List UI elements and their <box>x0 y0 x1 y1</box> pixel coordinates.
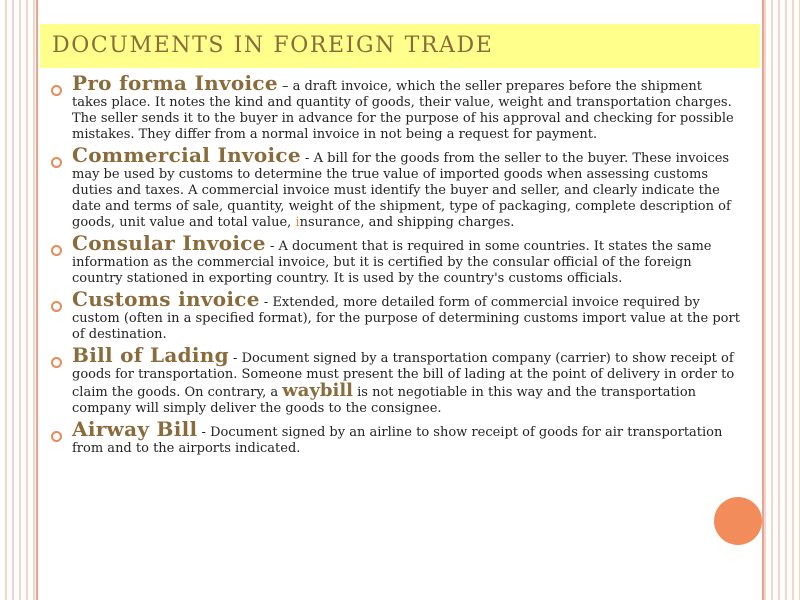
term-label: Customs invoice <box>72 287 260 311</box>
slide-title: DOCUMENTS IN FOREIGN TRADE <box>52 33 494 58</box>
title-bar <box>40 24 760 68</box>
term-label: Pro forma Invoice <box>72 71 278 95</box>
document-list <box>48 71 740 461</box>
item-paragraph <box>72 287 740 343</box>
bullet-circle-icon <box>51 157 62 168</box>
term-description: - A document that is required in some countries. It states the same information as the commercial invoice, but it is certified by the consular official of the foreign country stationed in exporting country. It is used by the country's customs officials. <box>72 239 712 286</box>
list-item-proforma-invoice <box>48 71 740 143</box>
item-paragraph <box>72 71 740 143</box>
list-item-commercial-invoice <box>48 143 740 231</box>
term-label: Commercial Invoice <box>72 143 301 167</box>
term-label: Bill of Lading <box>72 343 229 367</box>
list-item-consular-invoice <box>48 231 740 287</box>
bullet-circle-icon <box>51 301 62 312</box>
item-paragraph <box>72 231 740 287</box>
right-border-line <box>762 0 764 600</box>
term-description-end: nsurance, and shipping charges. <box>299 215 515 230</box>
term-description: - Document signed by an airline to show receipt of goods for air transportation from and to the airports indicated. <box>72 425 723 456</box>
list-item-airway-bill <box>48 417 740 457</box>
bullet-circle-icon <box>51 357 62 368</box>
left-border-line <box>36 0 38 600</box>
term-description: – a draft invoice, which the seller prepares before the shipment takes place. It notes the kind and quantity of goods, their value, weight and transportation charges. The seller sends it to the buyer in advance for the purpose of his approval and checking for possible mistakes. They differ from a normal invoice in not being a request for payment. <box>72 79 734 142</box>
inline-term-waybill: waybill <box>282 380 353 401</box>
bullet-circle-icon <box>51 245 62 256</box>
term-description: - Extended, more detailed form of commercial invoice required by custom (often in a specified format), for the purpose of determining customs import value at the port of destination. <box>72 295 740 342</box>
decorative-orange-circle <box>714 497 762 545</box>
term-label: Consular Invoice <box>72 231 266 255</box>
list-item-bill-of-lading <box>48 343 740 417</box>
left-border-decoration <box>0 0 36 600</box>
term-description: - Document signed by a transportation company (carrier) to show receipt of goods for transportation. Someone must present the bill of lading at the point of delivery in order to claim the goods. On contrary, a <box>72 351 735 400</box>
item-paragraph <box>72 343 740 417</box>
bullet-circle-icon <box>51 85 62 96</box>
bullet-circle-icon <box>51 431 62 442</box>
item-paragraph <box>72 143 740 231</box>
highlighted-letter: i <box>295 215 300 230</box>
term-label: Airway Bill <box>72 417 198 441</box>
term-description: - A bill for the goods from the seller to the buyer. These invoices may be used by customs to determine the true value of imported goods when assessing customs duties and taxes. A commercial invoice must identify the buyer and seller, and clearly indicate the date and terms of sale, quantity, weight of the shipment, type of packaging, complete description of goods, unit value and total value, <box>72 151 731 230</box>
item-paragraph <box>72 417 740 457</box>
right-border-decoration <box>764 0 800 600</box>
list-item-customs-invoice <box>48 287 740 343</box>
term-description-end: is not negotiable in this way and the transportation company will simply deliver the goods to the consignee. <box>72 385 697 416</box>
